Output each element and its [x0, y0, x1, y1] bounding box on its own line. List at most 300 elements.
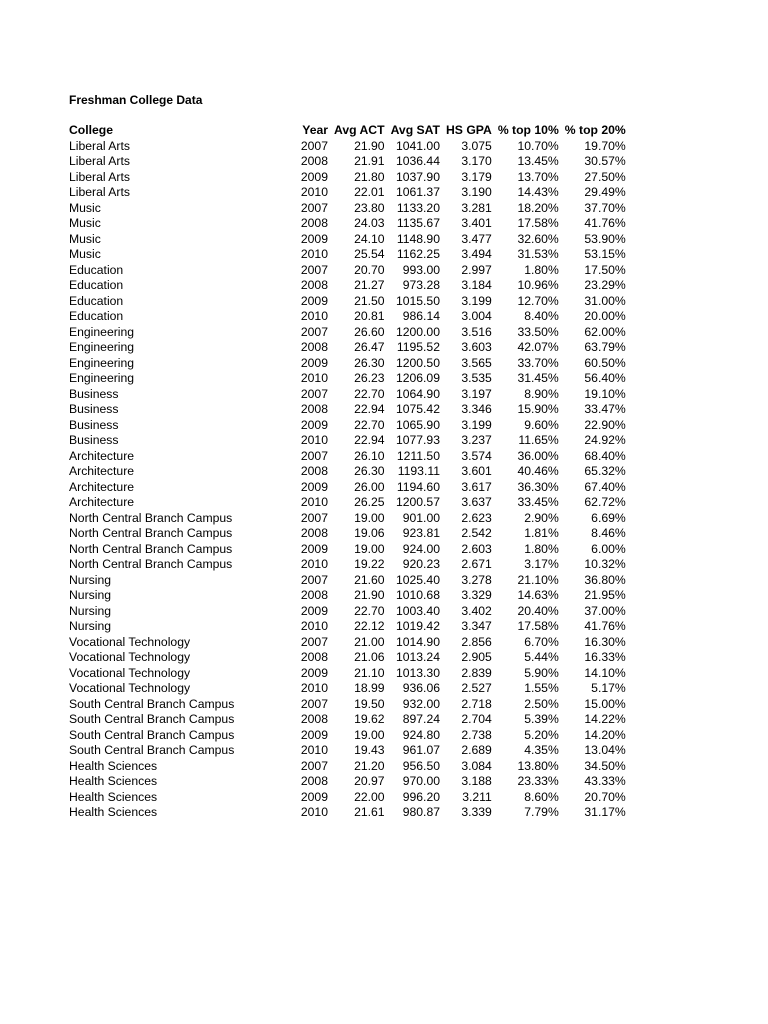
cell-hs-gpa: 3.211 — [462, 789, 492, 804]
cell-top-10: 9.60% — [524, 417, 559, 432]
cell-avg-act: 26.30 — [354, 464, 385, 478]
header-top-20: % top 20% — [564, 123, 626, 137]
cell-top-10: 33.50% — [517, 324, 559, 339]
cell-top-20: 53.90% — [584, 231, 626, 246]
cell-top-20: 43.33% — [584, 774, 626, 788]
cell-avg-act: 22.70 — [354, 386, 385, 401]
table-row — [66, 402, 629, 418]
header-avg-sat: Avg SAT — [390, 123, 440, 137]
cell-avg-sat: 1200.57 — [395, 495, 440, 509]
cell-hs-gpa: 2.527 — [461, 681, 492, 695]
cell-top-10: 8.90% — [524, 386, 559, 401]
cell-top-10: 5.39% — [524, 712, 559, 726]
table-row — [66, 511, 629, 527]
cell-avg-sat: 1003.40 — [395, 603, 440, 618]
cell-avg-act: 25.54 — [354, 247, 385, 261]
cell-college: Business — [69, 402, 119, 416]
cell-hs-gpa: 2.997 — [461, 262, 492, 277]
cell-avg-act: 22.01 — [354, 185, 385, 199]
cell-college: South Central Branch Campus — [69, 712, 235, 726]
cell-avg-act: 26.10 — [354, 448, 385, 463]
cell-avg-act: 22.94 — [354, 433, 385, 447]
cell-avg-act: 26.30 — [354, 355, 385, 370]
cell-avg-sat: 1013.30 — [395, 665, 440, 680]
table-row — [66, 697, 629, 713]
cell-year: 2007 — [300, 200, 328, 215]
cell-avg-sat: 1061.37 — [395, 185, 440, 199]
cell-avg-act: 24.10 — [354, 231, 385, 246]
table-row — [66, 588, 629, 604]
table-row — [66, 418, 629, 434]
cell-hs-gpa: 3.179 — [461, 169, 492, 184]
cell-college: Music — [69, 231, 101, 246]
cell-top-20: 20.70% — [584, 789, 626, 804]
cell-avg-act: 26.00 — [354, 479, 385, 494]
cell-top-10: 1.81% — [524, 526, 559, 540]
cell-avg-act: 26.25 — [354, 495, 385, 509]
cell-avg-sat: 1075.42 — [395, 402, 440, 416]
cell-top-20: 68.40% — [584, 448, 626, 463]
cell-year: 2008 — [300, 650, 328, 664]
cell-avg-sat: 1200.00 — [395, 324, 440, 339]
table-row — [66, 743, 629, 759]
cell-avg-sat: 1162.25 — [396, 247, 440, 261]
cell-college: Business — [69, 417, 119, 432]
cell-top-20: 36.80% — [584, 572, 626, 587]
cell-year: 2007 — [300, 324, 328, 339]
cell-top-20: 41.76% — [584, 216, 626, 230]
cell-avg-act: 26.23 — [354, 371, 385, 385]
cell-avg-act: 26.47 — [354, 340, 385, 354]
cell-hs-gpa: 3.170 — [461, 154, 492, 168]
cell-top-20: 56.40% — [584, 371, 626, 385]
cell-top-10: 13.45% — [517, 154, 559, 168]
cell-hs-gpa: 2.689 — [461, 743, 492, 757]
cell-avg-act: 19.50 — [354, 696, 385, 711]
cell-top-10: 33.45% — [517, 495, 559, 509]
cell-hs-gpa: 2.603 — [461, 541, 492, 556]
cell-avg-act: 19.06 — [354, 526, 385, 540]
cell-top-10: 23.33% — [517, 774, 559, 788]
cell-hs-gpa: 3.278 — [461, 572, 492, 587]
table-row — [66, 139, 629, 155]
cell-year: 2010 — [300, 185, 328, 199]
cell-top-20: 24.92% — [584, 433, 626, 447]
cell-year: 2009 — [300, 231, 328, 246]
cell-year: 2009 — [300, 665, 328, 680]
cell-hs-gpa: 3.601 — [461, 464, 492, 478]
cell-avg-sat: 1148.90 — [396, 231, 440, 246]
cell-avg-sat: 1135.67 — [396, 216, 440, 230]
cell-year: 2010 — [300, 805, 328, 819]
cell-avg-act: 18.99 — [354, 681, 385, 695]
cell-year: 2008 — [300, 464, 328, 478]
cell-college: Education — [69, 278, 124, 292]
cell-top-20: 19.70% — [584, 138, 626, 153]
cell-avg-act: 21.06 — [354, 650, 385, 664]
cell-top-10: 12.70% — [517, 293, 559, 308]
cell-top-10: 14.43% — [517, 185, 559, 199]
cell-top-10: 32.60% — [517, 231, 559, 246]
cell-avg-sat: 1019.42 — [395, 619, 440, 633]
cell-top-10: 13.80% — [517, 758, 559, 773]
cell-avg-act: 23.80 — [354, 200, 385, 215]
cell-college: Nursing — [69, 603, 111, 618]
cell-college: Health Sciences — [69, 758, 158, 773]
cell-avg-sat: 1195.52 — [396, 340, 440, 354]
cell-top-20: 60.50% — [584, 355, 626, 370]
cell-college: Health Sciences — [69, 805, 158, 819]
cell-top-20: 37.70% — [584, 200, 626, 215]
cell-year: 2009 — [300, 789, 328, 804]
cell-year: 2010 — [300, 433, 328, 447]
table-row — [66, 805, 629, 821]
cell-year: 2009 — [300, 355, 328, 370]
cell-avg-act: 24.03 — [354, 216, 385, 230]
cell-top-10: 1.55% — [524, 681, 559, 695]
cell-college: North Central Branch Campus — [69, 541, 233, 556]
cell-college: Architecture — [69, 495, 135, 509]
cell-avg-sat: 924.00 — [402, 541, 440, 556]
cell-avg-act: 22.94 — [354, 402, 385, 416]
cell-top-20: 33.47% — [584, 402, 626, 416]
cell-top-20: 27.50% — [584, 169, 626, 184]
cell-avg-act: 21.27 — [354, 278, 385, 292]
cell-hs-gpa: 3.477 — [461, 231, 492, 246]
table-row — [66, 309, 629, 325]
cell-college: South Central Branch Campus — [69, 743, 235, 757]
cell-top-20: 16.33% — [584, 650, 626, 664]
cell-hs-gpa: 3.574 — [461, 448, 492, 463]
cell-year: 2007 — [300, 634, 328, 649]
cell-college: Music — [69, 200, 101, 215]
cell-hs-gpa: 3.199 — [461, 293, 492, 308]
cell-avg-sat: 1025.40 — [395, 572, 440, 587]
cell-top-10: 13.70% — [517, 169, 559, 184]
cell-avg-act: 19.00 — [354, 727, 385, 742]
cell-top-20: 65.32% — [584, 464, 626, 478]
cell-avg-sat: 1036.44 — [395, 154, 440, 168]
cell-hs-gpa: 3.237 — [461, 433, 492, 447]
cell-avg-act: 19.22 — [354, 557, 385, 571]
cell-college: North Central Branch Campus — [69, 557, 233, 571]
cell-year: 2007 — [300, 138, 328, 153]
cell-avg-act: 19.00 — [354, 510, 385, 525]
cell-avg-sat: 1133.20 — [396, 200, 440, 215]
cell-top-10: 8.60% — [524, 789, 559, 804]
cell-top-20: 20.00% — [584, 309, 626, 323]
cell-top-20: 19.10% — [584, 386, 626, 401]
cell-top-10: 21.10% — [517, 572, 559, 587]
cell-hs-gpa: 2.542 — [461, 526, 492, 540]
cell-year: 2009 — [300, 541, 328, 556]
cell-top-10: 14.63% — [517, 588, 559, 602]
cell-hs-gpa: 3.188 — [461, 774, 492, 788]
cell-top-20: 16.30% — [584, 634, 626, 649]
cell-top-10: 5.44% — [524, 650, 559, 664]
cell-top-20: 10.32% — [584, 557, 626, 571]
cell-top-10: 5.20% — [524, 727, 559, 742]
cell-top-20: 29.49% — [584, 185, 626, 199]
table-row — [66, 340, 629, 356]
cell-top-20: 6.00% — [591, 541, 626, 556]
cell-avg-sat: 901.00 — [402, 510, 440, 525]
cell-hs-gpa: 3.281 — [461, 200, 492, 215]
cell-avg-act: 21.50 — [354, 293, 385, 308]
table-row — [66, 387, 629, 403]
cell-avg-act: 20.81 — [354, 309, 385, 323]
cell-top-10: 10.96% — [517, 278, 559, 292]
cell-college: Engineering — [69, 371, 135, 385]
cell-avg-sat: 1064.90 — [395, 386, 440, 401]
table-row — [66, 650, 629, 666]
cell-top-20: 8.46% — [591, 526, 626, 540]
cell-year: 2010 — [300, 309, 328, 323]
cell-year: 2007 — [300, 572, 328, 587]
cell-hs-gpa: 2.671 — [461, 557, 492, 571]
cell-college: Business — [69, 433, 119, 447]
cell-year: 2009 — [300, 293, 328, 308]
table-row — [66, 774, 629, 790]
cell-avg-act: 19.00 — [354, 541, 385, 556]
table-row — [66, 666, 629, 682]
cell-top-20: 13.04% — [584, 743, 626, 757]
cell-hs-gpa: 3.190 — [461, 185, 492, 199]
cell-hs-gpa: 3.084 — [461, 758, 492, 773]
cell-top-20: 21.95% — [584, 588, 626, 602]
cell-avg-sat: 1193.11 — [397, 464, 440, 478]
cell-year: 2007 — [300, 510, 328, 525]
cell-top-10: 5.90% — [524, 665, 559, 680]
header-top-10: % top 10% — [497, 123, 559, 137]
header-avg-act: Avg ACT — [334, 123, 385, 137]
cell-top-10: 42.07% — [517, 340, 559, 354]
cell-year: 2008 — [300, 402, 328, 416]
cell-hs-gpa: 3.004 — [461, 309, 492, 323]
table-row — [66, 433, 629, 449]
cell-hs-gpa: 3.516 — [461, 324, 492, 339]
cell-college: North Central Branch Campus — [69, 510, 233, 525]
table-row — [66, 790, 629, 806]
cell-top-10: 2.90% — [524, 510, 559, 525]
table-row — [66, 247, 629, 263]
cell-top-10: 33.70% — [517, 355, 559, 370]
cell-avg-sat: 1077.93 — [395, 433, 440, 447]
cell-avg-act: 20.97 — [354, 774, 385, 788]
cell-college: Vocational Technology — [69, 650, 191, 664]
cell-avg-act: 21.90 — [354, 138, 385, 153]
cell-top-20: 37.00% — [584, 603, 626, 618]
cell-avg-act: 21.20 — [354, 758, 385, 773]
cell-avg-act: 21.61 — [354, 805, 385, 819]
cell-avg-sat: 1194.60 — [396, 479, 440, 494]
cell-hs-gpa: 3.184 — [461, 278, 492, 292]
cell-avg-sat: 986.14 — [402, 309, 440, 323]
cell-avg-sat: 993.00 — [402, 262, 440, 277]
header-hs-gpa: HS GPA — [446, 123, 492, 137]
cell-hs-gpa: 2.839 — [461, 665, 492, 680]
cell-top-20: 15.00% — [584, 696, 626, 711]
table-row — [66, 495, 629, 511]
cell-year: 2007 — [300, 758, 328, 773]
cell-top-10: 15.90% — [517, 402, 559, 416]
cell-hs-gpa: 2.905 — [461, 650, 492, 664]
cell-avg-sat: 1013.24 — [395, 650, 440, 664]
cell-hs-gpa: 3.617 — [461, 479, 492, 494]
cell-avg-act: 22.12 — [354, 619, 385, 633]
cell-avg-act: 19.43 — [354, 743, 385, 757]
table-row — [66, 635, 629, 651]
cell-top-20: 30.57% — [584, 154, 626, 168]
cell-avg-sat: 936.06 — [402, 681, 440, 695]
cell-college: Liberal Arts — [69, 138, 130, 153]
cell-hs-gpa: 3.329 — [461, 588, 492, 602]
cell-year: 2009 — [300, 479, 328, 494]
cell-avg-act: 21.00 — [354, 634, 385, 649]
cell-college: Vocational Technology — [69, 681, 191, 695]
header-year: Year — [302, 123, 328, 137]
cell-top-10: 18.20% — [517, 200, 559, 215]
cell-year: 2009 — [300, 727, 328, 742]
cell-avg-sat: 924.80 — [402, 727, 440, 742]
cell-hs-gpa: 3.199 — [461, 417, 492, 432]
cell-hs-gpa: 3.339 — [461, 805, 492, 819]
cell-hs-gpa: 3.402 — [461, 603, 492, 618]
cell-year: 2010 — [300, 557, 328, 571]
cell-year: 2010 — [300, 681, 328, 695]
cell-top-10: 7.79% — [524, 805, 559, 819]
cell-year: 2008 — [300, 774, 328, 788]
cell-top-20: 17.50% — [584, 262, 626, 277]
cell-college: Vocational Technology — [69, 665, 191, 680]
cell-avg-sat: 1010.68 — [395, 588, 440, 602]
cell-avg-sat: 1206.09 — [395, 371, 440, 385]
cell-avg-sat: 1015.50 — [395, 293, 440, 308]
cell-top-20: 31.00% — [584, 293, 626, 308]
cell-top-20: 6.69% — [591, 510, 626, 525]
cell-avg-sat: 970.00 — [402, 774, 440, 788]
cell-avg-act: 21.60 — [354, 572, 385, 587]
table-row — [66, 526, 629, 542]
cell-year: 2008 — [300, 526, 328, 540]
cell-top-10: 31.45% — [517, 371, 559, 385]
cell-avg-sat: 923.81 — [402, 526, 440, 540]
cell-top-10: 10.70% — [517, 138, 559, 153]
cell-avg-act: 22.70 — [354, 417, 385, 432]
cell-top-20: 22.90% — [584, 417, 626, 432]
cell-top-10: 17.58% — [517, 216, 559, 230]
cell-college: Vocational Technology — [69, 634, 191, 649]
cell-college: Liberal Arts — [69, 154, 130, 168]
table-row — [66, 325, 629, 341]
cell-hs-gpa: 3.494 — [461, 247, 492, 261]
cell-year: 2009 — [300, 169, 328, 184]
table-row — [66, 619, 629, 635]
cell-college: Nursing — [69, 588, 111, 602]
cell-hs-gpa: 2.856 — [461, 634, 492, 649]
cell-avg-sat: 956.50 — [402, 758, 440, 773]
cell-college: Education — [69, 309, 124, 323]
cell-hs-gpa: 3.535 — [461, 371, 492, 385]
cell-hs-gpa: 3.197 — [461, 386, 492, 401]
cell-top-10: 20.40% — [517, 603, 559, 618]
cell-avg-sat: 1041.00 — [395, 138, 440, 153]
table-row — [66, 449, 629, 465]
cell-top-20: 67.40% — [584, 479, 626, 494]
cell-top-10: 4.35% — [524, 743, 559, 757]
cell-college: Business — [69, 386, 119, 401]
cell-avg-sat: 1200.50 — [395, 355, 440, 370]
cell-college: Architecture — [69, 479, 135, 494]
cell-college: Music — [69, 247, 101, 261]
table-row — [66, 464, 629, 480]
cell-top-10: 40.46% — [517, 464, 559, 478]
cell-top-20: 53.15% — [584, 247, 626, 261]
table-row — [66, 154, 629, 170]
table-row — [66, 371, 629, 387]
cell-top-10: 1.80% — [524, 541, 559, 556]
cell-hs-gpa: 3.347 — [461, 619, 492, 633]
table-row — [66, 185, 629, 201]
cell-hs-gpa: 3.346 — [461, 402, 492, 416]
cell-top-10: 1.80% — [524, 262, 559, 277]
cell-top-10: 8.40% — [524, 309, 559, 323]
cell-top-10: 3.17% — [524, 557, 559, 571]
document-title: Freshman College Data — [69, 93, 203, 107]
cell-year: 2009 — [300, 417, 328, 432]
cell-hs-gpa: 2.718 — [461, 696, 492, 711]
cell-top-10: 2.50% — [524, 696, 559, 711]
cell-hs-gpa: 3.401 — [461, 216, 492, 230]
cell-avg-sat: 973.28 — [402, 278, 440, 292]
cell-year: 2008 — [300, 340, 328, 354]
table-row — [66, 557, 629, 573]
table-row — [66, 728, 629, 744]
cell-avg-act: 20.70 — [354, 262, 385, 277]
cell-top-20: 62.00% — [584, 324, 626, 339]
cell-year: 2010 — [300, 743, 328, 757]
cell-year: 2010 — [300, 619, 328, 633]
cell-year: 2007 — [300, 696, 328, 711]
table-header-row — [66, 123, 629, 139]
table-row — [66, 356, 629, 372]
cell-college: Engineering — [69, 355, 135, 370]
cell-avg-act: 21.90 — [354, 588, 385, 602]
cell-year: 2007 — [300, 448, 328, 463]
cell-year: 2007 — [300, 262, 328, 277]
table-row — [66, 170, 629, 186]
cell-avg-sat: 897.24 — [402, 712, 440, 726]
cell-college: Nursing — [69, 572, 111, 587]
cell-top-20: 14.22% — [584, 712, 626, 726]
cell-avg-sat: 1065.90 — [395, 417, 440, 432]
table-row — [66, 573, 629, 589]
cell-college: Liberal Arts — [69, 169, 130, 184]
cell-year: 2010 — [300, 371, 328, 385]
cell-top-10: 6.70% — [524, 634, 559, 649]
cell-college: Health Sciences — [69, 774, 158, 788]
cell-year: 2008 — [300, 154, 328, 168]
cell-hs-gpa: 2.738 — [461, 727, 492, 742]
cell-top-20: 14.20% — [584, 727, 626, 742]
cell-avg-act: 21.80 — [354, 169, 385, 184]
table-row — [66, 712, 629, 728]
cell-college: Nursing — [69, 619, 111, 633]
header-college: College — [69, 123, 114, 137]
cell-avg-act: 22.70 — [354, 603, 385, 618]
cell-college: Health Sciences — [69, 789, 158, 804]
cell-avg-sat: 920.23 — [402, 557, 440, 571]
